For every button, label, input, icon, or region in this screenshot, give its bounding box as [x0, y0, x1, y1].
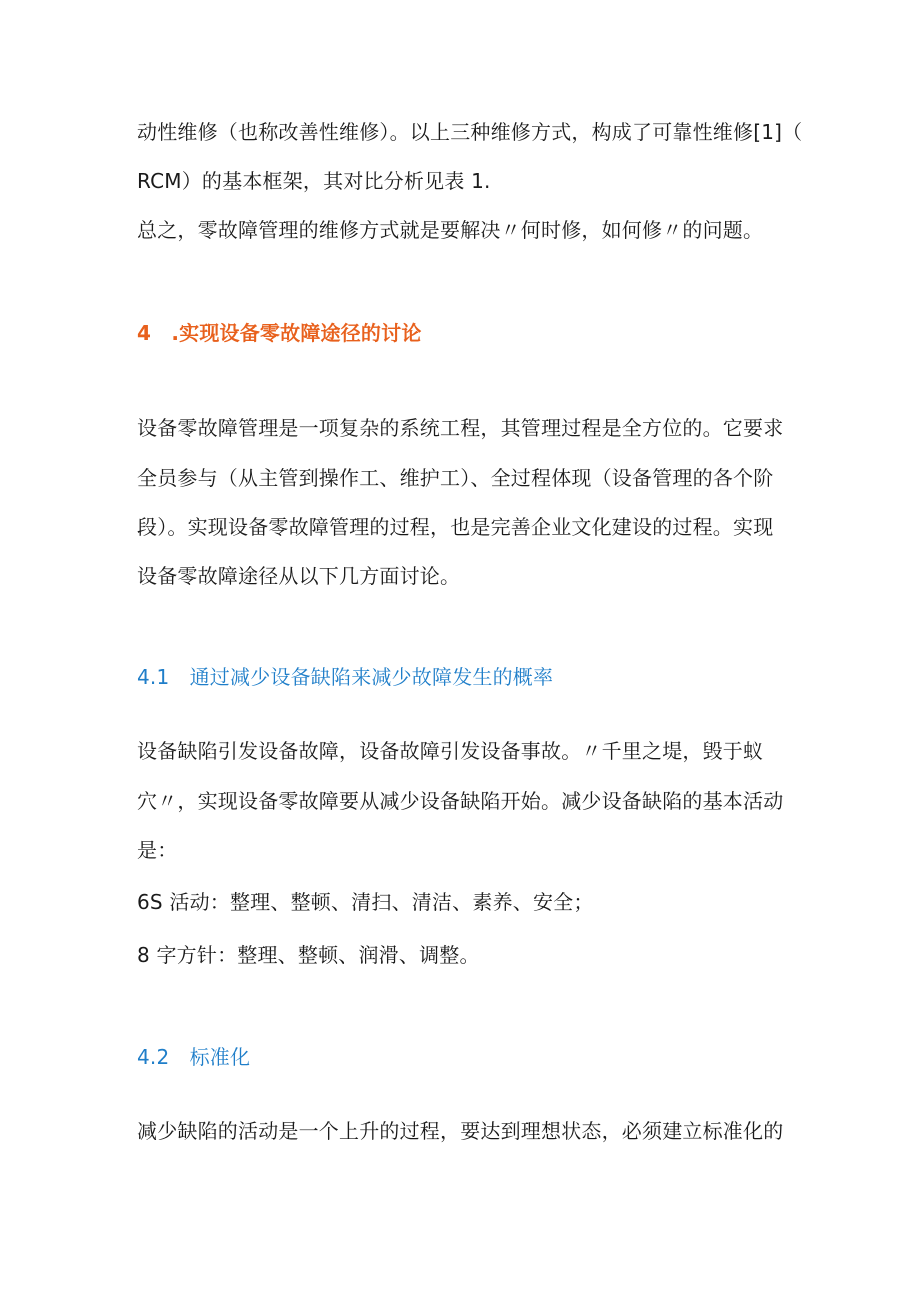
- intro-line-2: RCM）的基本框架，其对比分析见表 1.: [137, 169, 491, 193]
- section-4-para-line-3: 段）。实现设备零故障管理的过程，也是完善企业文化建设的过程。实现: [137, 515, 774, 539]
- section-4-1-para-line-2: 穴〃，实现设备零故障要从减少设备缺陷开始。减少设备缺陷的基本活动: [137, 789, 784, 813]
- intro-line-3: 总之，零故障管理的维修方式就是要解决〃何时修，如何修〃的问题。: [137, 218, 764, 242]
- section-4-para-line-2: 全员参与（从主管到操作工、维护工）、全过程体现（设备管理的各个阶: [137, 466, 774, 490]
- section-4-2-para-line-1: 减少缺陷的活动是一个上升的过程，要达到理想状态，必须建立标准化的: [137, 1119, 784, 1143]
- section-4-para-line-4: 设备零故障途径从以下几方面讨论。: [137, 564, 461, 588]
- list-item-8-zi: 8 字方针：整理、整顿、润滑、调整。: [137, 943, 480, 967]
- section-4-heading: 4 .实现设备零故障途径的讨论: [137, 321, 422, 345]
- list-item-6s: 6S 活动：整理、整顿、清扫、清洁、素养、安全；: [137, 890, 594, 914]
- section-4-1-para-line-3: 是：: [137, 838, 178, 862]
- section-4-1-para-line-1: 设备缺陷引发设备故障，设备故障引发设备事故。〃千里之堤，毁于蚁: [137, 739, 764, 763]
- section-4-1-heading: 4.1 通过减少设备缺陷来减少故障发生的概率: [137, 665, 554, 689]
- section-4-para-line-1: 设备零故障管理是一项复杂的系统工程，其管理过程是全方位的。它要求: [137, 416, 784, 440]
- intro-line-1: 动性维修（也称改善性维修）。以上三种维修方式，构成了可靠性维修[1]（: [137, 120, 803, 144]
- section-4-2-heading: 4.2 标准化: [137, 1045, 251, 1069]
